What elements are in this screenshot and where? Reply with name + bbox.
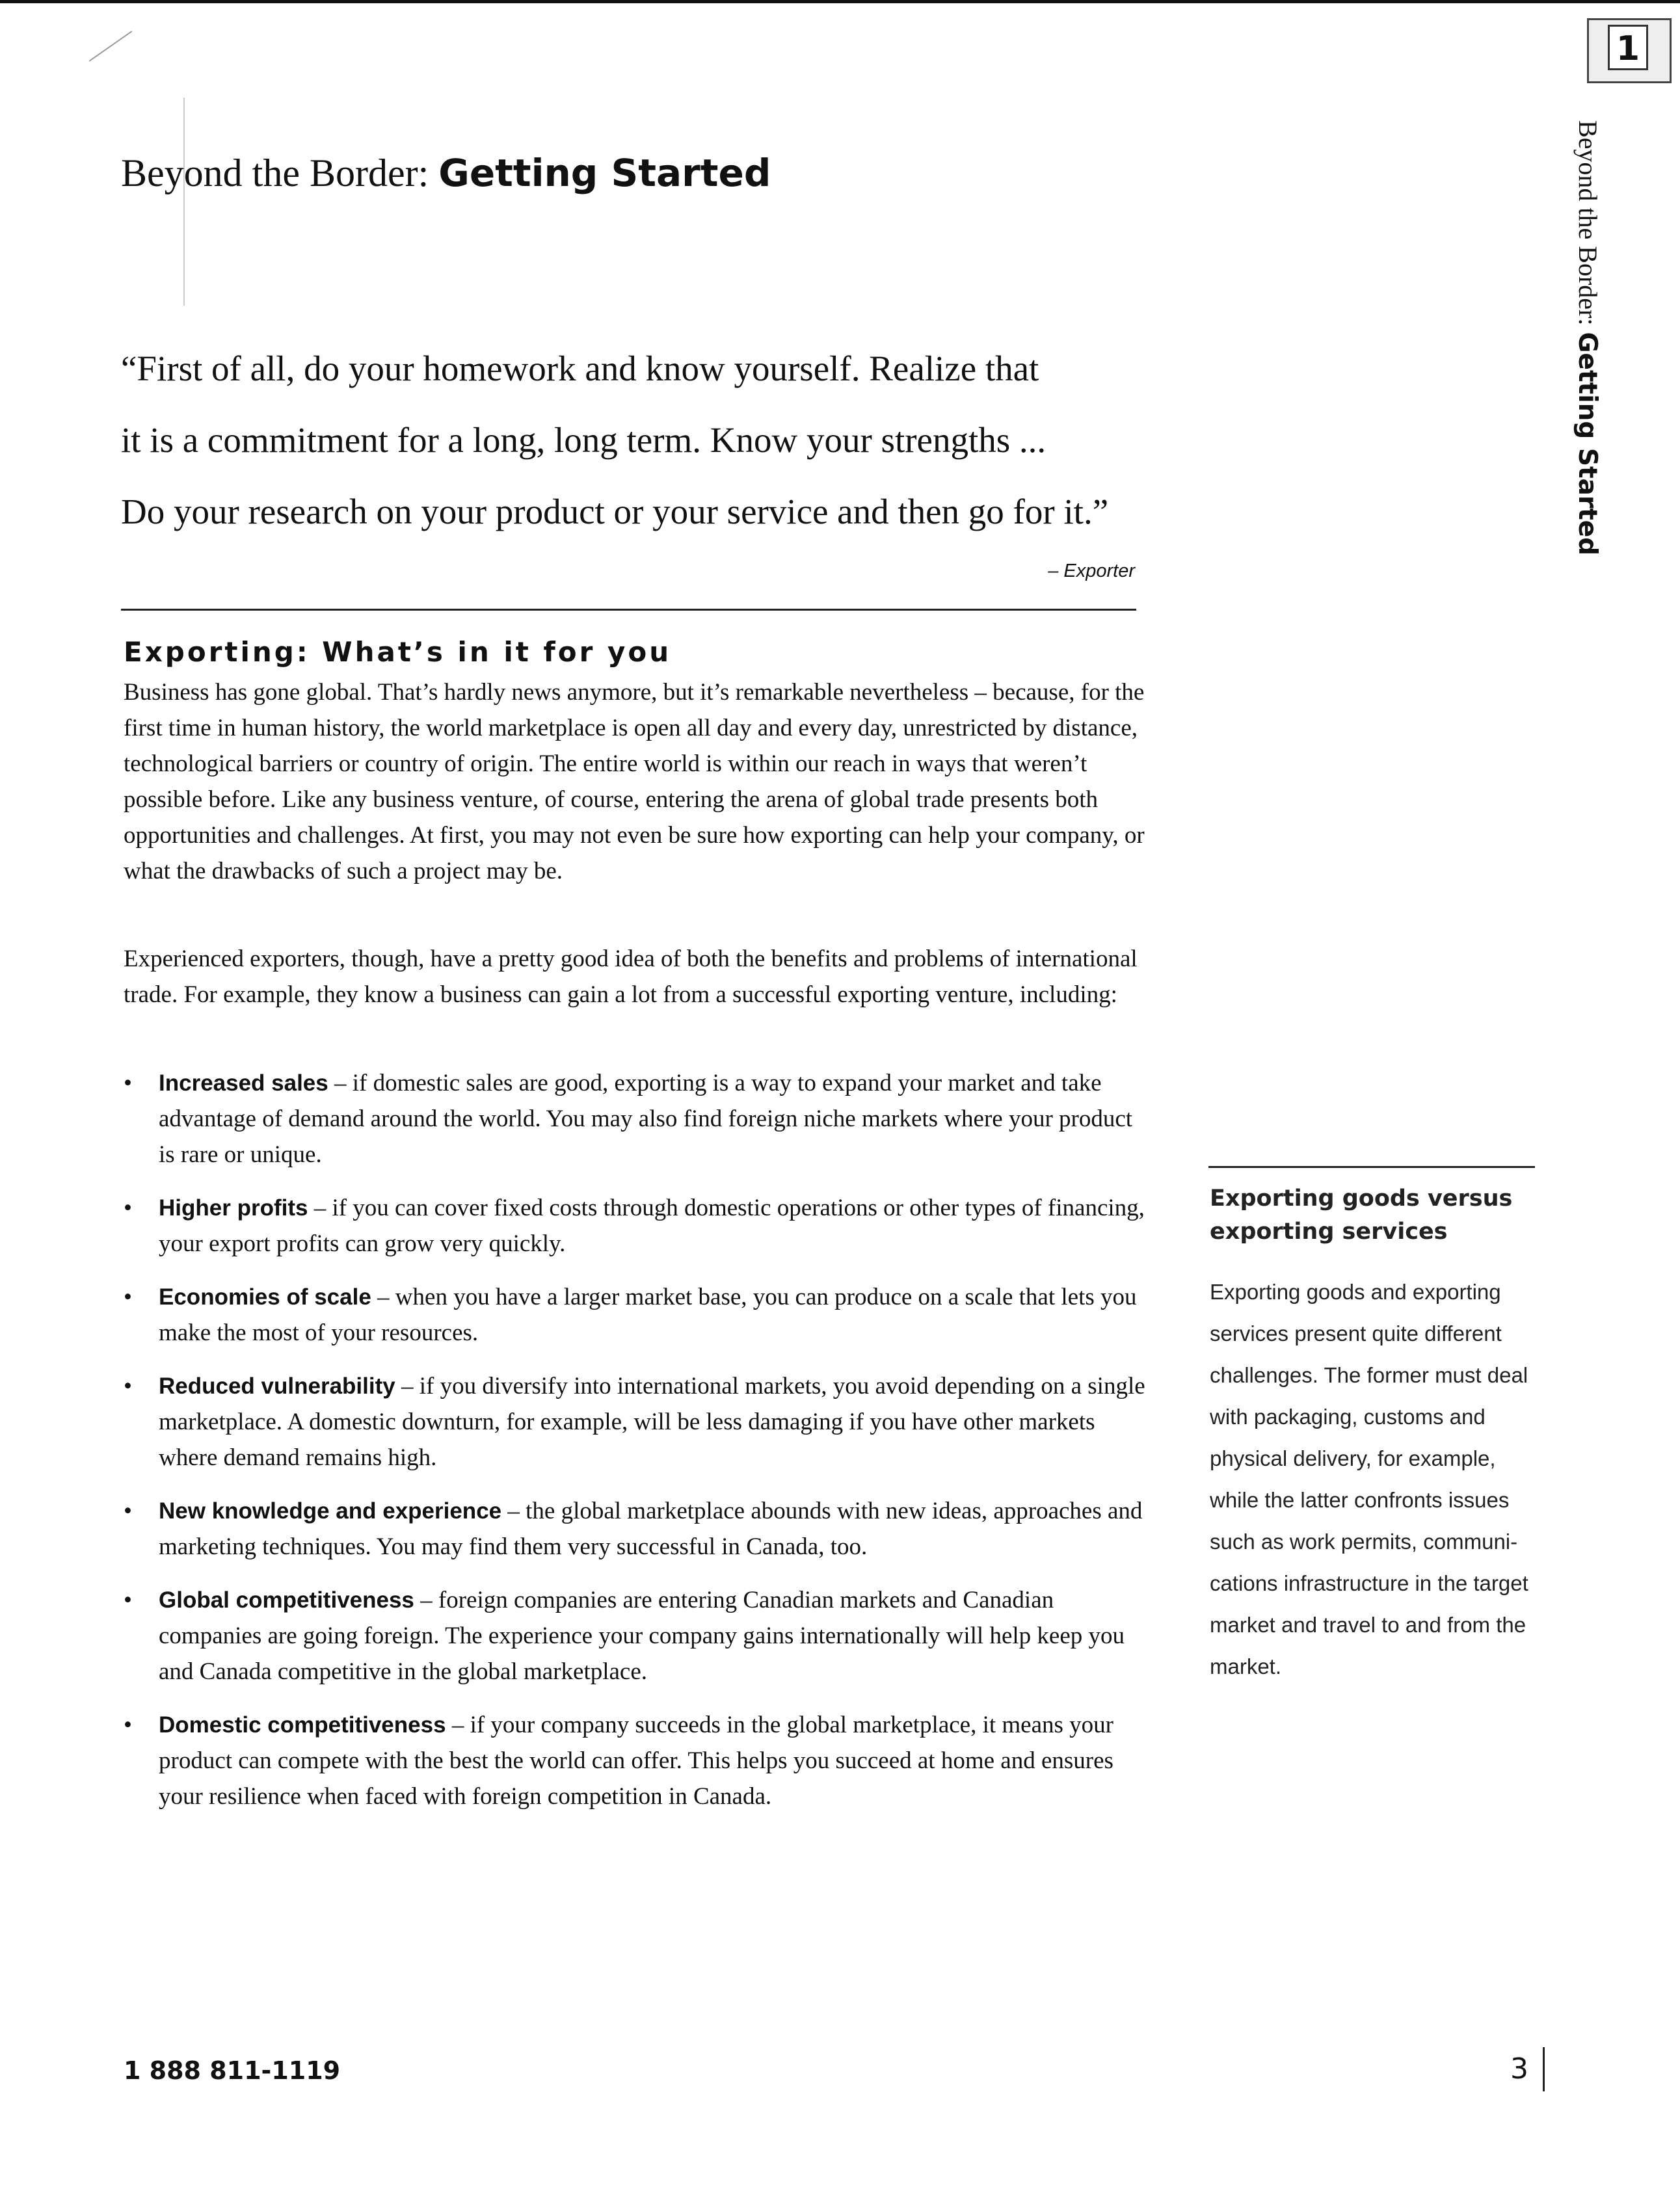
- sidebar-divider: [1208, 1166, 1535, 1168]
- list-item: [124, 1279, 1151, 1351]
- bullet-term: Reduced vulnerability: [159, 1373, 395, 1399]
- bullet-text: – foreign companies are entering Canadian markets and Canadian companies are going foreign. The experience your company gains internationally will help keep you and Canada competitive in the global marketplace.: [159, 1587, 1125, 1685]
- bullet-icon: •: [124, 1070, 132, 1096]
- sidebar-body: Exporting goods and exporting services present quite different challenges. The former must deal with packaging, customs and physical delivery, for example, while the latter confronts issues such as work permits, communi-cations infrastructure in the target market and travel to and from the market.: [1210, 1280, 1528, 1678]
- bullet-term: Higher profits: [159, 1195, 308, 1221]
- list-item: [124, 1707, 1151, 1814]
- sidebar-title: Exporting goods versus exporting services: [1210, 1186, 1513, 1245]
- page-title-main: Getting Started: [438, 151, 771, 195]
- bullet-text: – the global marketplace abounds with new ideas, approaches and marketing techniques. You may find them very successful in Canada, too.: [159, 1498, 1143, 1560]
- lead-in-paragraph: Experienced exporters, though, have a pretty good idea of both the benefits and problems of international trade. For example, they know a business can gain a lot from a successful exporting venture, including:: [124, 946, 1138, 1008]
- scan-mark: [183, 98, 185, 306]
- quote-attribution: – Exporter: [1048, 561, 1135, 581]
- list-item: [124, 1190, 1151, 1262]
- bullet-text: – if you diversify into international markets, you avoid depending on a single marketplace. A domestic downturn, for example, will be less damaging if you have other markets where demand remains high.: [159, 1373, 1145, 1471]
- bullet-text: – when you have a larger market base, you can produce on a scale that lets you make the most of your resources.: [159, 1284, 1137, 1346]
- quote-line: Do your research on your product or your service and then go for it.”: [121, 492, 1109, 531]
- pull-quote: [121, 333, 1136, 548]
- intro-paragraph: Business has gone global. That’s hardly news anymore, but it’s remarkable nevertheless – because, for the first time in human history, the world marketplace is open all day and every day, unrestricted by distance, technological barriers or country of origin. The entire world is within our reach in ways that weren’t possible before. Like any business venture, of course, entering the arena of global trade presents both opportunities and challenges. At first, you may not even be sure how exporting can help your company, or what the drawbacks of such a project may be.: [124, 679, 1145, 884]
- bullet-icon: •: [124, 1284, 132, 1310]
- side-title-prefix: Beyond the Border:: [1573, 120, 1603, 326]
- bullet-icon: •: [124, 1195, 132, 1221]
- bullet-text: – if your company succeeds in the global marketplace, it means your product can compete with the best the world can offer. This helps you succeed at home and ensures your resilience when faced with foreign competition in Canada.: [159, 1712, 1113, 1810]
- side-running-title: [1573, 120, 1603, 555]
- top-border-rule: [0, 0, 1680, 3]
- scan-mark: [89, 31, 133, 62]
- bullet-term: Increased sales: [159, 1070, 328, 1096]
- quote-divider: [121, 609, 1136, 611]
- bullet-text: – if domestic sales are good, exporting is a way to expand your market and take advantage of demand around the world. You may also find foreign niche markets where your product is rare or unique.: [159, 1070, 1133, 1168]
- bullet-term: Domestic competitiveness: [159, 1712, 446, 1738]
- list-item: [124, 1582, 1151, 1690]
- list-item: [124, 1065, 1151, 1173]
- bullet-text: – if you can cover fixed costs through domestic operations or other types of financing, your export profits can grow very quickly.: [159, 1195, 1145, 1257]
- benefits-list: [124, 1065, 1151, 1832]
- chapter-number: 1: [1608, 25, 1648, 70]
- list-item: [124, 1493, 1151, 1565]
- bullet-icon: •: [124, 1712, 132, 1738]
- quote-line: it is a commitment for a long, long term. Know your strengths ...: [121, 420, 1047, 460]
- list-item: [124, 1368, 1151, 1476]
- bullet-term: Global competitiveness: [159, 1587, 414, 1613]
- footer-phone-number: 1 888 811-1119: [124, 2056, 341, 2085]
- side-title-main: Getting Started: [1573, 332, 1602, 556]
- quote-line: “First of all, do your homework and know yourself. Realize that: [121, 349, 1039, 388]
- page-title-prefix: Beyond the Border:: [121, 152, 429, 194]
- bullet-icon: •: [124, 1498, 132, 1524]
- bullet-icon: •: [124, 1373, 132, 1399]
- section-heading: Exporting: What’s in it for you: [124, 636, 672, 668]
- bullet-icon: •: [124, 1587, 132, 1613]
- page-title: [121, 151, 771, 196]
- bullet-term: New knowledge and experience: [159, 1498, 502, 1524]
- bullet-term: Economies of scale: [159, 1284, 371, 1310]
- page-number-rule: [1543, 2047, 1545, 2091]
- page-number: 3: [1510, 2052, 1528, 2086]
